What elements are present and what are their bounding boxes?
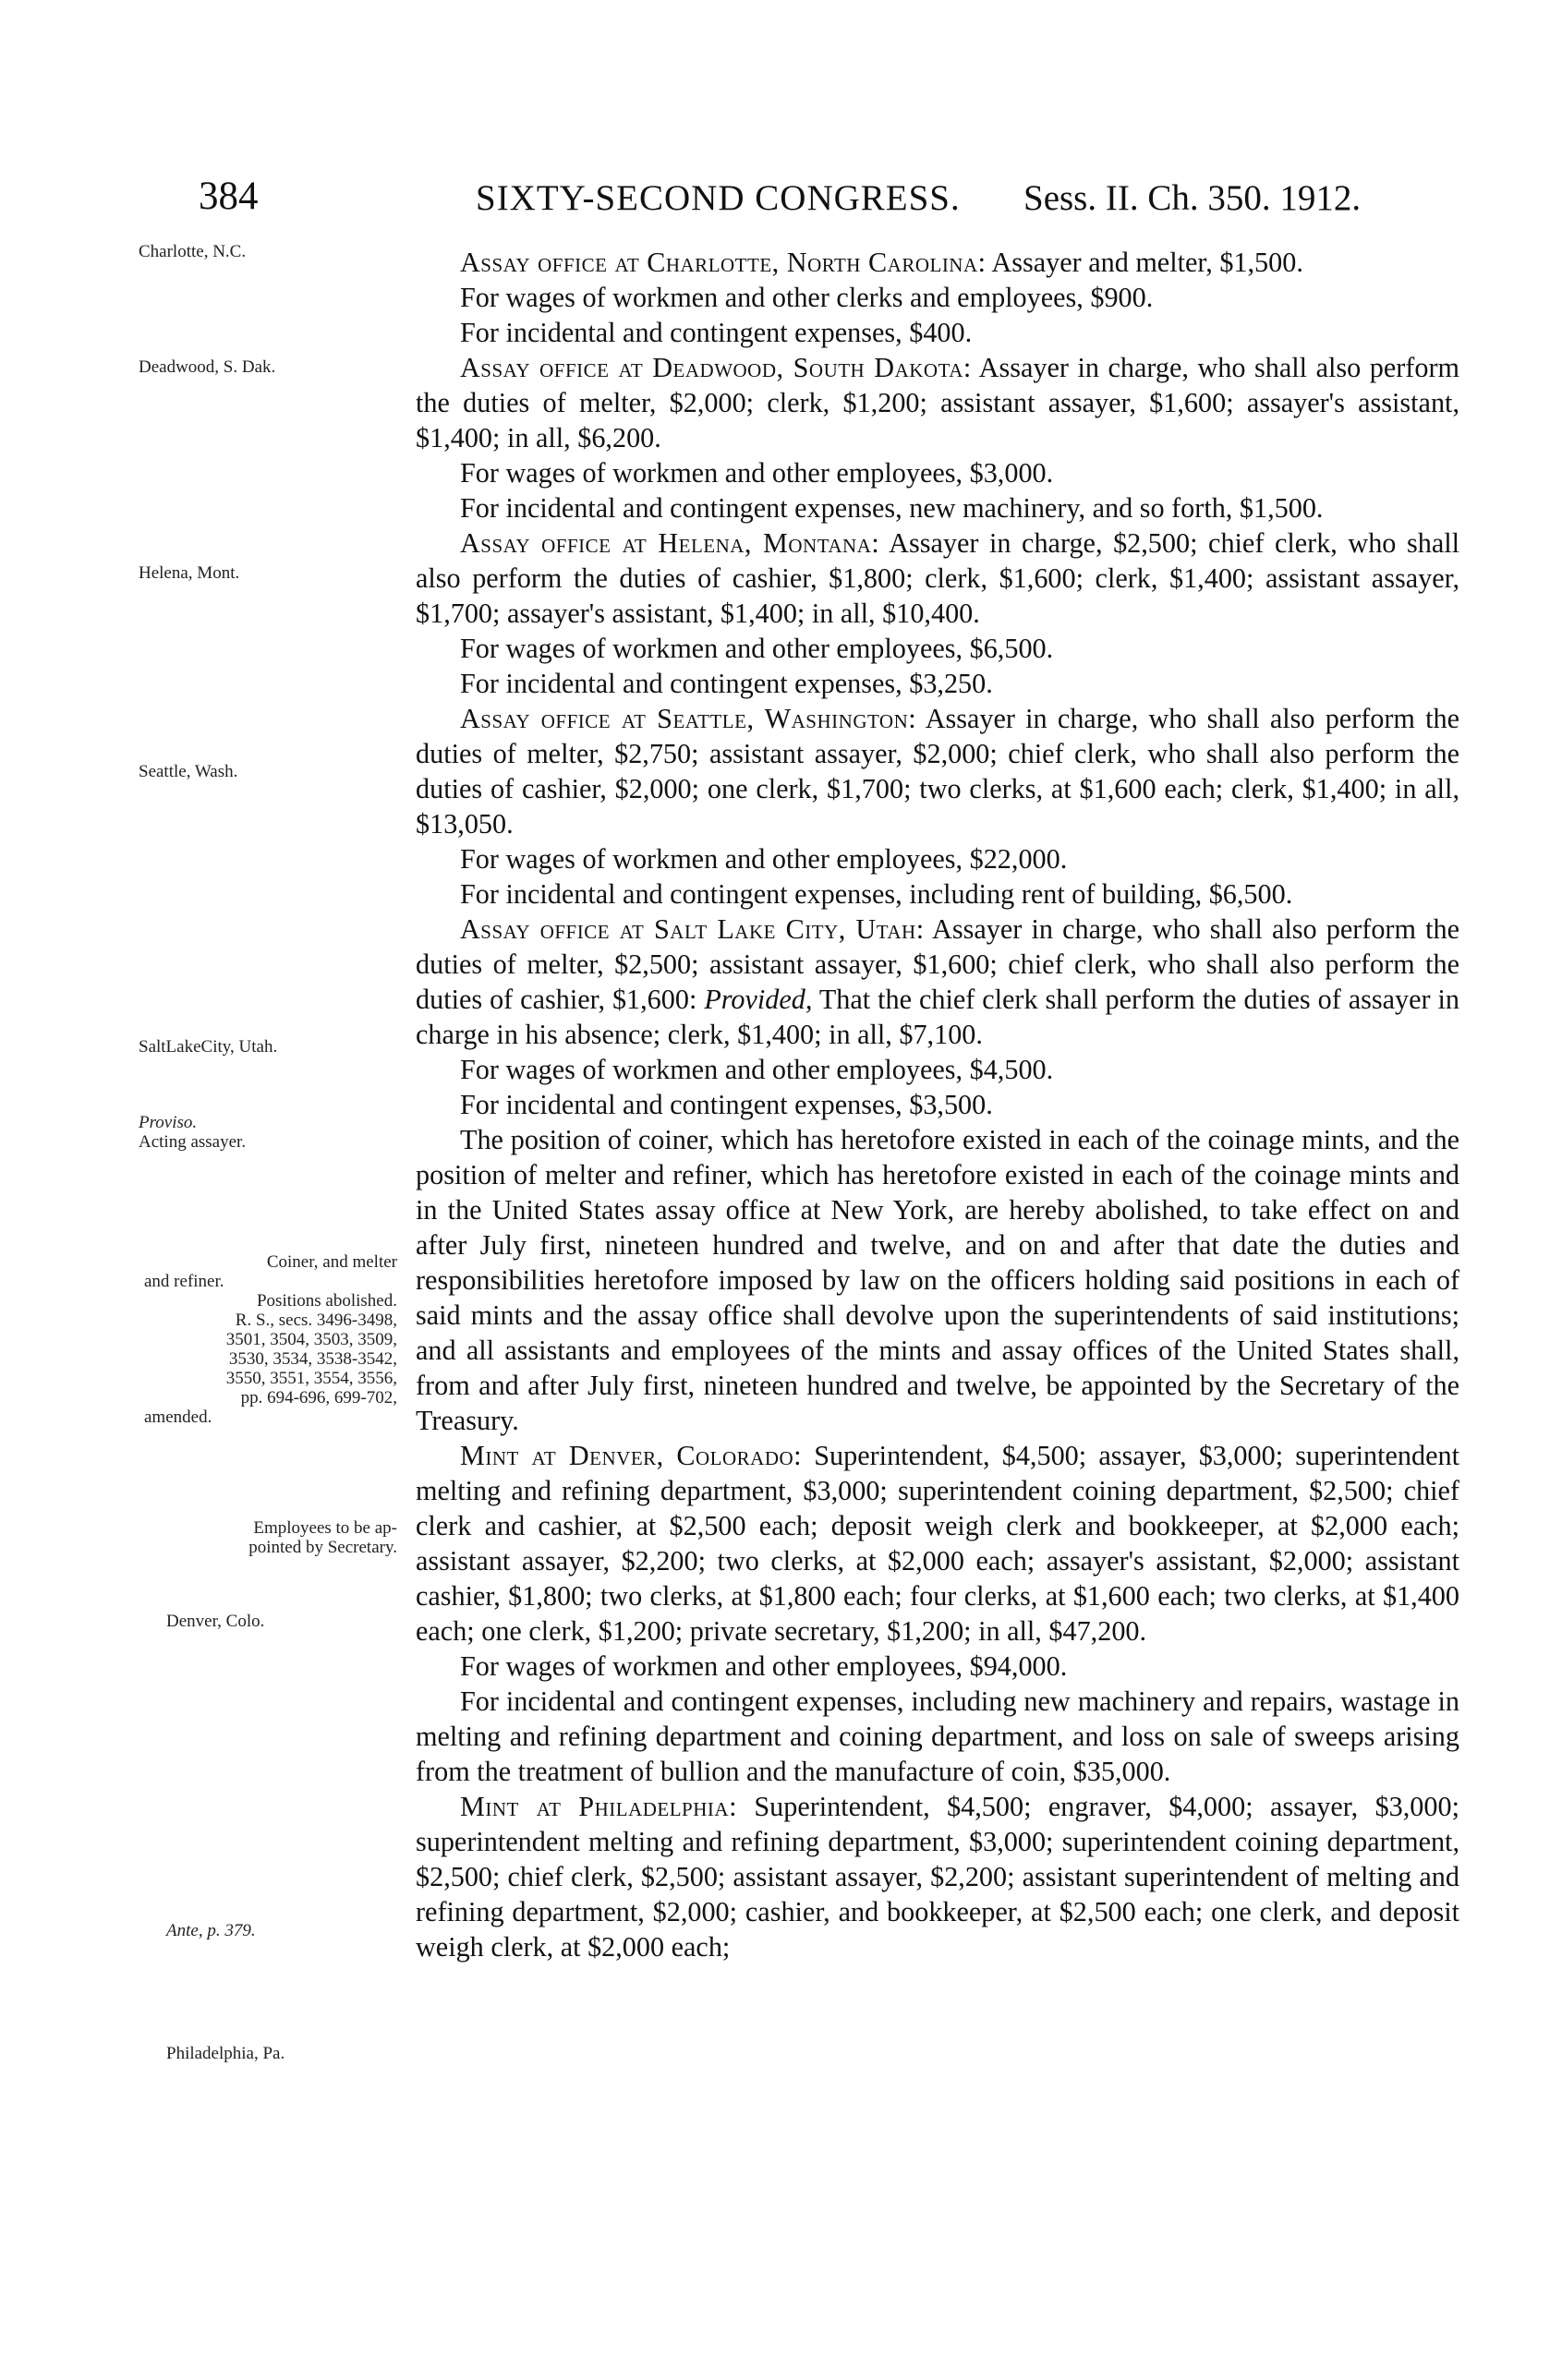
section-heading: Assay office at Salt Lake City, Utah: — [460, 913, 925, 945]
paragraph-philadelphia — [416, 1789, 1459, 1964]
paragraph: For incidental and contingent expenses, $3,250. — [460, 668, 993, 699]
paragraph-text: Assayer in charge, who shall also perform the duties of melter, $2,750; assistant assayer, $2,000; chief clerk, who shall also perform the duties of cashier, $2,000; one clerk, $1,700; two clerks, at $1,600 each; clerk, $1,400; in all, $13,050. — [416, 703, 1459, 840]
margin-line: R. S., secs. 3496-3498, — [235, 1311, 397, 1330]
paragraph-text: Assayer in charge, who shall also perform the duties of melter, $2,500; assistant assayer, $1,600; chief clerk, who shall also perform the duties of cashier, $1,600: — [416, 913, 1459, 1015]
paragraph: For wages of workmen and other employees, $4,500. — [460, 1054, 1054, 1085]
margin-line: 3501, 3504, 3503, 3509, — [225, 1330, 397, 1349]
margin-note-deadwood: Deadwood, S. Dak. — [139, 357, 276, 377]
paragraph: For wages of workmen and other employees, $22,000. — [460, 843, 1068, 875]
page-number: 384 — [199, 175, 259, 218]
margin-line: Employees to be ap- — [253, 1518, 397, 1538]
paragraph: For wages of workmen and other clerks and employees, $900. — [460, 282, 1154, 313]
margin-line: and refiner. — [144, 1272, 224, 1291]
paragraph: For incidental and contingent expenses, new machinery, and so forth, $1,500. — [460, 492, 1324, 524]
margin-note-seattle: Seattle, Wash. — [139, 762, 238, 781]
paragraph-helena — [416, 526, 1459, 631]
margin-note-acting-assayer: Acting assayer. — [139, 1132, 247, 1152]
margin-note-proviso: Proviso. — [139, 1113, 198, 1132]
margin-line: pointed by Secretary. — [248, 1538, 397, 1557]
margin-note-philadelphia: Philadelphia, Pa. — [166, 2044, 285, 2063]
margin-note-charlotte: Charlotte, N.C. — [139, 242, 247, 261]
paragraph-denver — [416, 1438, 1459, 1649]
margin-line: Coiner, and melter — [266, 1252, 397, 1272]
paragraph-text: Assayer and melter, $1,500. — [986, 247, 1303, 278]
paragraph: For wages of workmen and other employees, $94,000. — [460, 1650, 1068, 1682]
paragraph: For wages of workmen and other employees, $3,000. — [460, 457, 1054, 489]
margin-line: 3530, 3534, 3538-3542, — [228, 1349, 397, 1369]
section-heading: Mint at Denver, Colorado: — [460, 1440, 803, 1471]
margin-note-denver: Denver, Colo. — [166, 1612, 265, 1631]
paragraph: For wages of workmen and other employees, $6,500. — [460, 633, 1054, 664]
statute-body — [416, 245, 1459, 1964]
paragraph-charlotte — [416, 245, 1459, 280]
margin-note-helena: Helena, Mont. — [139, 563, 240, 583]
paragraph-deadwood — [416, 350, 1459, 455]
margin-line: amended. — [144, 1407, 212, 1427]
section-heading: Assay office at Deadwood, South Dakota: — [460, 352, 972, 383]
paragraph: For incidental and contingent expenses, $400. — [460, 317, 973, 348]
paragraph-text: Superintendent, $4,500; engraver, $4,000; assayer, $3,000; superintendent melting and refining department, $3,000; superintendent coining department, $2,500; chief clerk, $2,500; assistant assayer, $2,200; assistant superintendent of melting and refining department, $2,000; cashier, and bookkeeper, at $2,500 each; one clerk, and deposit weigh clerk, at $2,000 each; — [416, 1791, 1459, 1963]
section-heading: Assay office at Seattle, Washington: — [460, 703, 917, 734]
paragraph-text: Assayer in charge, $2,500; chief clerk, who shall also perform the duties of cashier, $1,800; clerk, $1,600; clerk, $1,400; assistant assayer, $1,700; assayer's assistant, $1,400; in all, $10,400. — [416, 527, 1459, 629]
margin-line: 3550, 3551, 3554, 3556, — [225, 1369, 397, 1388]
paragraph-coiner: The position of coiner, which has heretofore existed in each of the coinage mints, and the position of melter and refiner, which has heretofore existed in each of the coinage mints and in the United States assay office at New York, are hereby abolished, to take effect on and after July first, nineteen hundred and twelve, and on and after that date the duties and responsibilities heretofore imposed by law on the officers holding said positions in each of said mints and the assay office shall devolve upon the superintendents of said institutions; and all assistants and employees of the mints and assay offices of the United States shall, from and after July first, nineteen hundred and twelve, be appointed by the Secretary of the Treasury. — [416, 1124, 1459, 1436]
paragraph-text: Assayer in charge, who shall also perform the duties of melter, $2,000; clerk, $1,200; assistant assayer, $1,600; assayer's assistant, $1,400; in all, $6,200. — [416, 352, 1459, 453]
section-heading: Assay office at Helena, Montana: — [460, 527, 880, 559]
paragraph-salt-lake — [416, 912, 1459, 1052]
margin-note-coiner — [137, 1252, 397, 1427]
paragraph-seattle — [416, 701, 1459, 841]
margin-line: Positions abolished. — [256, 1291, 397, 1311]
margin-note-employees — [137, 1518, 397, 1557]
paragraph-text: Superintendent, $4,500; assayer, $3,000; superintendent melting and refining department, $3,000; superintendent coining department, $2,500; chief clerk and cashier, at $2,500 each; deposit weigh clerk and bookkeeper, at $2,000 each; assistant assayer, $2,200; two clerks, at $2,000 each; assayer's assistant, $2,000; assistant cashier, $1,800; two clerks, at $1,800 each; four clerks, at $1,600 each; two clerks, at $1,400 each; one clerk, $1,200; private secretary, $1,200; in all, $47,200. — [416, 1440, 1459, 1647]
paragraph: For incidental and contingent expenses, including rent of building, $6,500. — [460, 878, 1293, 910]
proviso-word: Provided, — [704, 984, 813, 1015]
margin-line: pp. 694-696, 699-702, — [240, 1388, 397, 1407]
section-heading: Assay office at Charlotte, North Carolina: — [460, 247, 987, 278]
header-session: Sess. II. Ch. 350. 1912. — [1023, 178, 1362, 218]
paragraph: For incidental and contingent expenses, including new machinery and repairs, wastage in melting and refining department and coining department, and loss on sale of sweeps arising from the treatment of bullion and the manufacture of coin, $35,000. — [416, 1685, 1459, 1787]
margin-note-salt-lake: SaltLakeCity, Utah. — [139, 1037, 278, 1057]
paragraph-text: That the chief clerk shall perform the duties of assayer in charge in his absence; clerk, $1,400; in all, $7,100. — [416, 984, 1459, 1050]
header-title: SIXTY-SECOND CONGRESS. — [476, 178, 961, 218]
margin-note-ante: Ante, p. 379. — [166, 1921, 256, 1940]
running-header — [0, 174, 1562, 229]
paragraph: For incidental and contingent expenses, $3,500. — [460, 1089, 993, 1120]
section-heading: Mint at Philadelphia: — [460, 1791, 737, 1822]
